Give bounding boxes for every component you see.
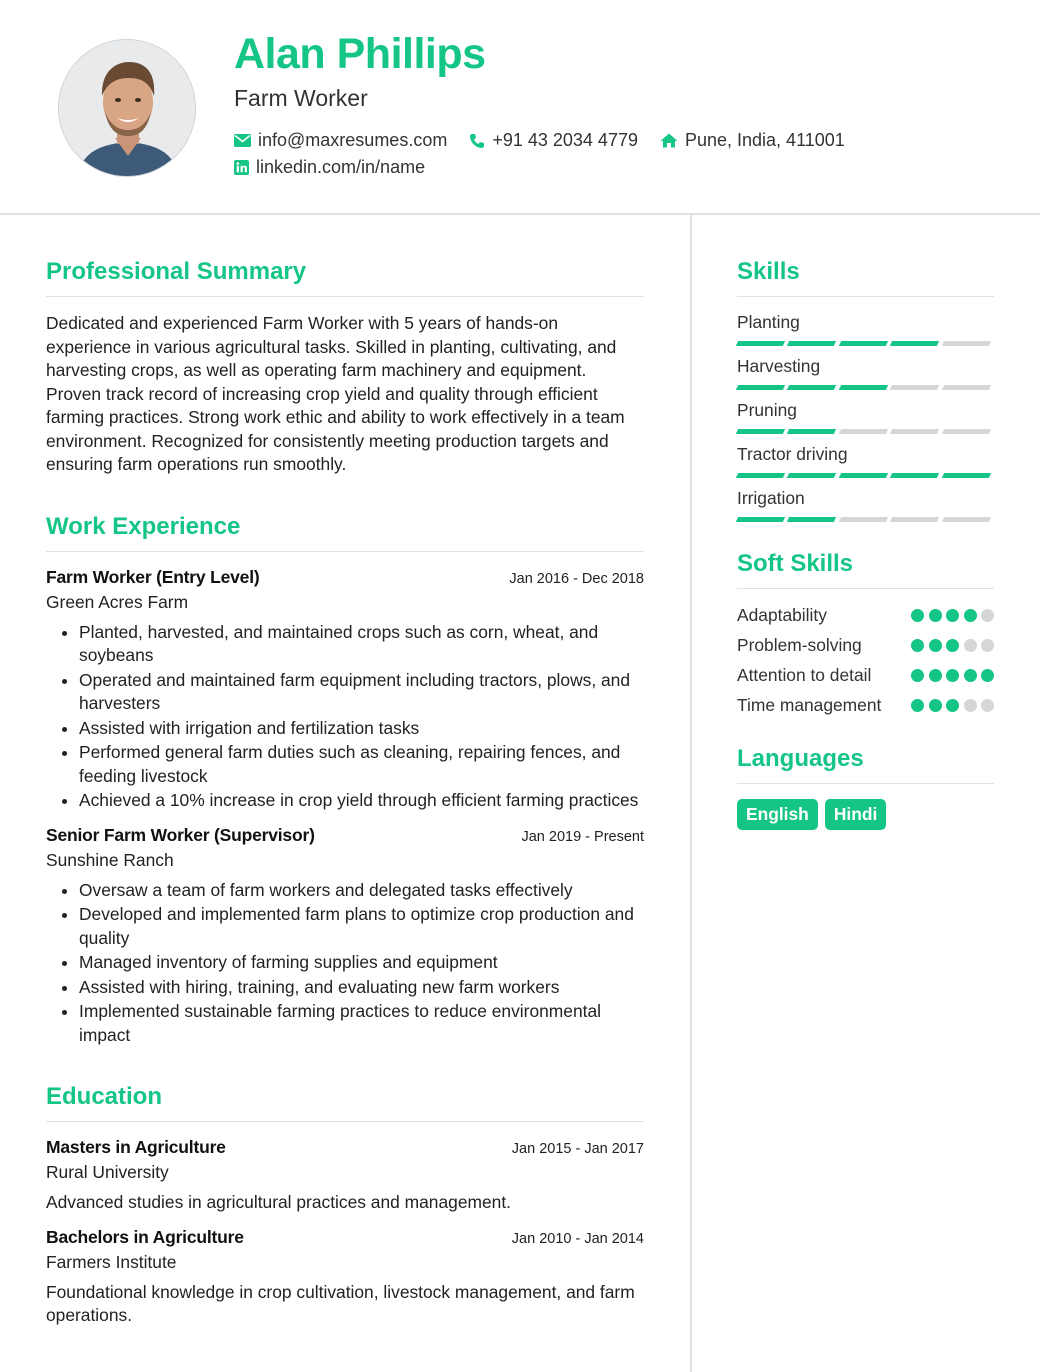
candidate-title: Farm Worker — [234, 85, 368, 111]
rating-dot — [964, 699, 977, 712]
skill-item — [737, 488, 994, 522]
skill-segment — [941, 429, 991, 434]
skill-level-bar — [737, 385, 994, 390]
degree-title: Masters in Agriculture — [46, 1137, 226, 1157]
skill-segment — [941, 473, 991, 478]
bullet-item: Oversaw a team of farm workers and delegated tasks effectively — [60, 879, 644, 903]
job-date: Jan 2019 - Present — [521, 828, 644, 845]
rating-dot — [929, 639, 942, 652]
skill-segment — [941, 517, 991, 522]
skill-level-bar — [737, 517, 994, 522]
skill-segment — [787, 385, 837, 390]
skill-segment — [787, 517, 837, 522]
skill-segment — [941, 341, 991, 346]
language-tag: English — [737, 799, 818, 830]
bullet-item: Achieved a 10% increase in crop yield through efficient farming practices — [60, 789, 644, 813]
languages-section — [737, 745, 994, 830]
skill-segment — [839, 341, 889, 346]
skill-label: Tractor driving — [737, 444, 848, 464]
degree-title: Bachelors in Agriculture — [46, 1226, 244, 1247]
soft-skill-item — [737, 694, 994, 717]
soft-skill-item — [737, 664, 994, 687]
contact-location — [660, 130, 845, 151]
bullet-item: Planted, harvested, and maintained crops such as corn, wheat, and soybeans — [60, 621, 644, 668]
skill-segment — [890, 385, 940, 390]
job-entry — [46, 825, 644, 1048]
skill-segment — [839, 429, 889, 434]
rating-dot — [911, 639, 924, 652]
skill-label: Harvesting — [737, 356, 821, 376]
rating-dot — [964, 609, 977, 622]
main-column — [46, 258, 644, 1328]
soft-skill-item — [737, 604, 994, 627]
summary-text: Dedicated and experienced Farm Worker with 5 years of hands-on experience in various agricultural tasks. Skilled in planting, cultivating, and harvesting crops, as well as operating farm machinery and equipment. Proven track record of increasing crop yield and quality through efficient farming practices. Strong work ethic and ability to work effectively in a team environment. Recognized for consistently meeting production targets and ensuring farm operations run smoothly. — [46, 313, 625, 474]
skill-segment — [736, 473, 786, 478]
contact-phone[interactable] — [469, 130, 638, 151]
rating-dot — [946, 609, 959, 622]
languages-heading: Languages — [737, 745, 994, 784]
school-name: Rural University — [46, 1162, 169, 1182]
rating-dot — [946, 699, 959, 712]
rating-dot — [946, 639, 959, 652]
soft-skill-label: Attention to detail — [737, 665, 872, 685]
experience-section — [46, 513, 644, 1048]
education-section — [46, 1083, 644, 1328]
skill-item — [737, 400, 994, 434]
education-entry — [46, 1227, 644, 1328]
skill-label: Pruning — [737, 400, 797, 420]
location-text: Pune, India, 411001 — [684, 130, 845, 150]
bullet-item: Managed inventory of farming supplies and equipment — [60, 951, 644, 975]
job-title: Senior Farm Worker (Supervisor) — [46, 824, 315, 845]
skill-segment — [736, 429, 786, 434]
soft-skills-section — [737, 550, 994, 717]
skill-segment — [839, 517, 889, 522]
rating-dot — [964, 639, 977, 652]
home-icon — [660, 133, 678, 148]
phone-text: +91 43 2034 4779 — [492, 130, 638, 150]
rating-dot — [911, 699, 924, 712]
job-bullets — [60, 879, 644, 1048]
skill-segment — [787, 473, 837, 478]
school-name: Farmers Institute — [46, 1251, 177, 1272]
soft-skill-item — [737, 634, 994, 657]
education-desc: Foundational knowledge in crop cultivation, livestock management, and farm operations. — [46, 1281, 635, 1325]
education-date: Jan 2015 - Jan 2017 — [511, 1141, 644, 1157]
envelope-icon — [234, 134, 251, 147]
phone-icon — [469, 133, 485, 149]
skill-segment — [941, 385, 991, 390]
bullet-item: Assisted with irrigation and fertilization tasks — [60, 717, 644, 741]
skill-level-bar — [737, 429, 994, 434]
skill-segment — [736, 341, 786, 346]
profile-photo — [58, 39, 196, 177]
column-divider — [690, 215, 692, 1372]
job-title: Farm Worker (Entry Level) — [46, 566, 260, 587]
skill-label: Planting — [737, 312, 800, 332]
skill-segment — [839, 473, 889, 478]
education-entry — [46, 1137, 644, 1215]
job-entry — [46, 567, 644, 813]
skill-segment — [736, 517, 786, 522]
skill-segment — [890, 517, 940, 522]
skill-level-bar — [737, 341, 994, 346]
soft-skill-rating — [907, 609, 995, 622]
skill-segment — [890, 341, 940, 346]
bullet-item: Performed general farm duties such as cleaning, repairing fences, and feeding livestock — [60, 741, 644, 788]
skill-item — [737, 312, 994, 346]
skill-level-bar — [737, 473, 994, 478]
skill-segment — [787, 341, 837, 346]
skills-list — [737, 312, 994, 522]
rating-dot — [929, 669, 942, 682]
skill-segment — [890, 473, 940, 478]
bullet-item: Assisted with hiring, training, and evaluating new farm workers — [60, 976, 644, 1000]
soft-skill-label: Problem-solving — [737, 635, 862, 655]
skill-segment — [736, 385, 786, 390]
email-text: info@maxresumes.com — [258, 130, 448, 150]
skills-section — [737, 258, 994, 522]
rating-dot — [964, 669, 977, 682]
person-avatar-icon — [59, 40, 196, 177]
rating-dot — [946, 669, 959, 682]
soft-skill-label: Time management — [737, 695, 882, 715]
rating-dot — [929, 699, 942, 712]
languages-list — [737, 799, 994, 830]
sidebar-column — [737, 258, 994, 830]
summary-section — [46, 258, 644, 477]
education-heading: Education — [46, 1083, 644, 1122]
rating-dot — [911, 669, 924, 682]
skill-segment — [787, 429, 837, 434]
language-tag: Hindi — [825, 799, 886, 830]
rating-dot — [911, 609, 924, 622]
experience-heading: Work Experience — [46, 513, 644, 552]
job-date: Jan 2016 - Dec 2018 — [509, 570, 644, 587]
skill-item — [737, 444, 994, 478]
rating-dot — [981, 639, 994, 652]
job-company: Green Acres Farm — [46, 591, 189, 612]
rating-dot — [981, 699, 994, 712]
rating-dot — [981, 609, 994, 622]
job-bullets — [60, 621, 644, 813]
contact-email[interactable] — [234, 130, 447, 151]
bullet-item: Implemented sustainable farming practices to reduce environmental impact — [60, 1000, 644, 1047]
education-date: Jan 2010 - Jan 2014 — [511, 1230, 644, 1247]
rating-dot — [981, 669, 994, 682]
bullet-item: Developed and implemented farm plans to optimize crop production and quality — [60, 903, 644, 950]
skill-item — [737, 356, 994, 390]
contact-row-secondary — [234, 157, 447, 178]
soft-skill-label: Adaptability — [737, 605, 827, 625]
soft-skills-heading: Soft Skills — [737, 550, 994, 589]
soft-skills-list — [737, 604, 994, 717]
linkedin-text: linkedin.com/in/name — [256, 157, 426, 177]
soft-skill-rating — [907, 669, 995, 682]
education-desc: Advanced studies in agricultural practices and management. — [46, 1192, 511, 1212]
skill-label: Irrigation — [737, 488, 805, 508]
linkedin-icon — [234, 160, 249, 175]
soft-skill-rating — [907, 699, 995, 712]
resume-header — [0, 0, 1040, 215]
soft-skill-rating — [907, 639, 995, 652]
contact-row-primary — [234, 130, 867, 151]
job-company: Sunshine Ranch — [46, 849, 174, 870]
skills-heading: Skills — [737, 258, 994, 297]
skill-segment — [890, 429, 940, 434]
contact-linkedin[interactable] — [234, 157, 425, 178]
rating-dot — [929, 609, 942, 622]
bullet-item: Operated and maintained farm equipment including tractors, plows, and harvesters — [60, 669, 644, 716]
skill-segment — [839, 385, 889, 390]
summary-heading: Professional Summary — [46, 258, 644, 297]
candidate-name: Alan Phillips — [234, 30, 486, 78]
